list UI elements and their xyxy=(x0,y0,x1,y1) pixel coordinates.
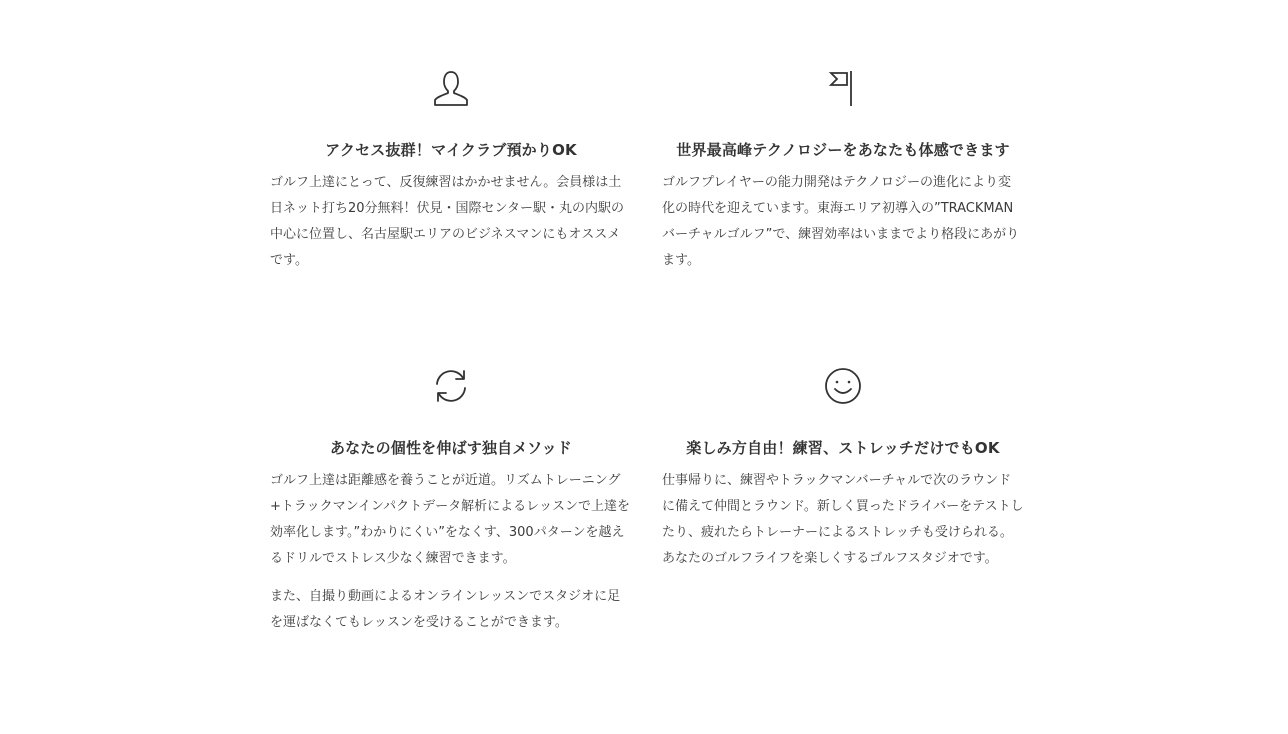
smile-icon xyxy=(662,362,1024,410)
feature-description-extra: また、自撮り動画によるオンラインレッスンでスタジオに足を運ばなくてもレッスンを受けることができます。 xyxy=(270,589,621,630)
feature-title: あなたの個性を伸ばす独自メソッド xyxy=(329,439,572,457)
feature-method xyxy=(270,362,632,636)
feature-description: 仕事帰りに、練習やトラックマンバーチャルで次のラウンドに備えて仲間とラウンド。新しく買ったドライバーをテストしたり、疲れたらトレーナーによるストレッチも受けられる。あなたのゴルフライフを楽しくするゴルフスタジオです。 xyxy=(662,473,1024,566)
feature-description: ゴルフプレイヤーの能力開発はテクノロジーの進化により変化の時代を迎えています。東海エリア初導入の”TRACKMANバーチャルゴルフ”で、練習効率はいままでより格段にあがります。 xyxy=(662,175,1020,268)
feature-title: 世界最高峰テクノロジーをあなたも体感できます xyxy=(676,141,1010,159)
feature-description: ゴルフ上達は距離感を養うことが近道。リズムトレーニング+トラックマンインパクトデータ解析によるレッスンで上達を効率化します。”わかりにくい”をなくす、300パターンを越えるドリルでストレス少なく練習できます。 xyxy=(270,473,630,566)
feature-enjoy xyxy=(662,362,1024,572)
feature-technology xyxy=(662,64,1024,274)
refresh-icon xyxy=(270,362,632,410)
user-icon xyxy=(270,64,632,112)
flag-icon xyxy=(662,64,1024,112)
feature-description: ゴルフ上達にとって、反復練習はかかせません。会員様は土日ネット打ち20分無料！伏見・国際センター駅・丸の内駅の中心に位置し、名古屋駅エリアのビジネスマンにもオススメです。 xyxy=(270,175,625,268)
feature-title: 楽しみ方自由！練習、ストレッチだけでもOK xyxy=(686,439,1000,457)
feature-title: アクセス抜群！マイクラブ預かりOK xyxy=(325,141,577,159)
feature-access xyxy=(270,64,632,274)
